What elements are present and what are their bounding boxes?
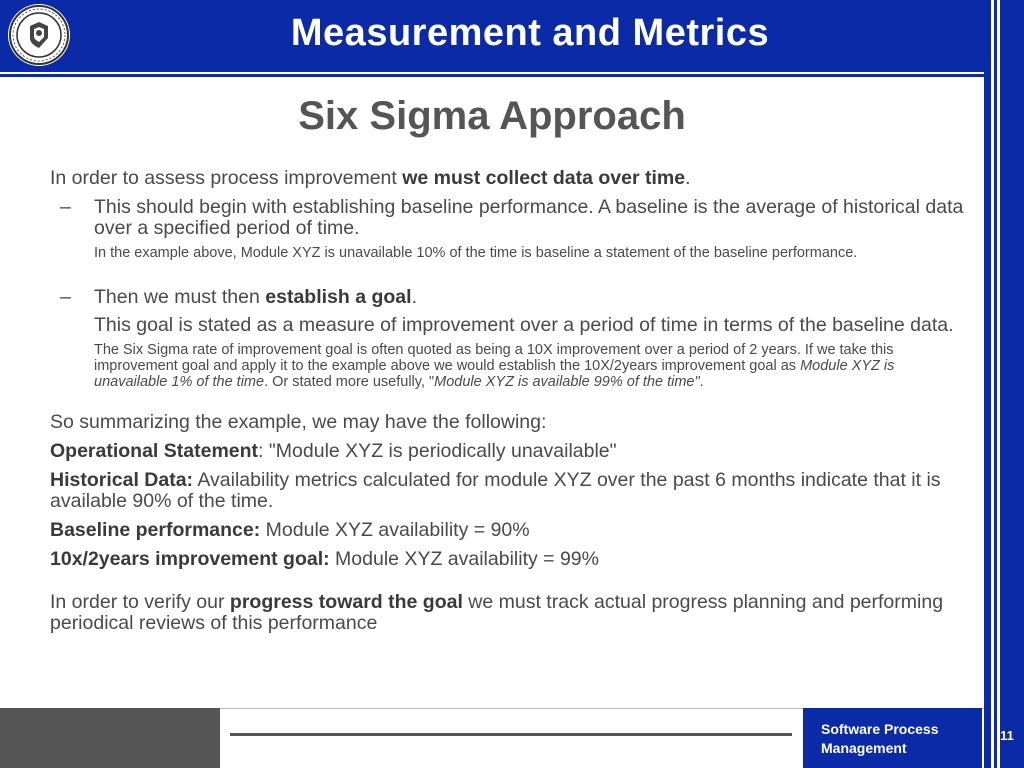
note-text-a: The Six Sigma rate of improvement goal is often quoted as being a 10X improvement over a period of 2 years. If we take this improvement goal and apply it to the example above we would establish the 10X/2years improvement goal as bbox=[94, 342, 894, 374]
note-text-b: . Or stated more usefully, " bbox=[264, 374, 435, 390]
summary-intro: So summarizing the example, we may have the following: bbox=[50, 411, 547, 433]
note-italic-a: Module XYZ is unavailable 1% of the time bbox=[94, 358, 895, 390]
bullet-baseline-text: This should begin with establishing baseline performance. A baseline is the average of historical data over a specified period of time. bbox=[94, 196, 964, 239]
baseline-value: Module XYZ availability = 90% bbox=[260, 519, 530, 541]
bullet-goal-text: Then we must then bbox=[94, 286, 266, 308]
six-sigma-note bbox=[50, 342, 970, 390]
intro-end: . bbox=[685, 167, 691, 189]
bullet-goal-bold: establish a goal bbox=[265, 286, 412, 308]
historical-data bbox=[50, 470, 970, 512]
historical-label: Historical Data: bbox=[50, 469, 194, 491]
intro-paragraph bbox=[50, 168, 970, 189]
slide-header-title: Measurement and Metrics bbox=[290, 12, 770, 54]
closing-paragraph bbox=[50, 592, 970, 634]
university-seal-logo bbox=[8, 4, 70, 66]
goal-continuation: This goal is stated as a measure of improvement over a period of time in terms of the baseline data. bbox=[94, 314, 954, 336]
intro-bold-text: we must collect data over time bbox=[402, 167, 686, 189]
goal-label: 10x/2years improvement goal: bbox=[50, 548, 330, 570]
bullet-goal bbox=[50, 287, 970, 308]
baseline-performance bbox=[50, 520, 970, 541]
dash-bullet: – bbox=[60, 286, 71, 308]
slide-subtitle: Six Sigma Approach bbox=[298, 94, 686, 138]
bullet-goal-end: . bbox=[411, 286, 417, 308]
closing-text-b: we must track actual progress planning and performing periodical reviews of this performance bbox=[50, 591, 944, 634]
intro-text: In order to assess process improvement bbox=[50, 167, 403, 189]
operational-value: : "Module XYZ is periodically unavailable" bbox=[258, 440, 617, 462]
page-number: 11 bbox=[1000, 728, 1014, 743]
goal-value: Module XYZ availability = 99% bbox=[329, 548, 599, 570]
footer-rule bbox=[230, 733, 792, 736]
note-text-c: . bbox=[699, 374, 704, 390]
bullet-baseline bbox=[50, 197, 970, 239]
historical-value: Availability metrics calculated for module XYZ over the past 6 months indicate that it is available 90% of the time. bbox=[50, 469, 941, 512]
note-italic-b: Module XYZ is available 99% of the time" bbox=[434, 374, 700, 390]
course-title-box bbox=[803, 708, 982, 768]
baseline-label: Baseline performance: bbox=[50, 519, 261, 541]
dash-bullet: – bbox=[60, 196, 71, 218]
course-title-line1: Software Process bbox=[821, 721, 939, 737]
closing-bold: progress toward the goal bbox=[229, 591, 463, 613]
slide-body bbox=[50, 168, 970, 634]
closing-text-a: In order to verify our bbox=[50, 591, 230, 613]
right-border-thin-bar bbox=[994, 0, 997, 768]
baseline-note: In the example above, Module XYZ is unavailable 10% of the time is baseline a statement of the baseline performance. bbox=[94, 245, 858, 261]
header-divider bbox=[0, 74, 984, 77]
right-border-bar bbox=[984, 0, 991, 768]
course-title-line2: Management bbox=[821, 740, 907, 756]
footer-gray-block bbox=[0, 708, 220, 768]
operational-statement bbox=[50, 441, 970, 462]
right-border-outer-bar bbox=[1000, 0, 1024, 768]
improvement-goal bbox=[50, 549, 970, 570]
header-bar bbox=[0, 0, 984, 72]
operational-label: Operational Statement bbox=[50, 440, 259, 462]
